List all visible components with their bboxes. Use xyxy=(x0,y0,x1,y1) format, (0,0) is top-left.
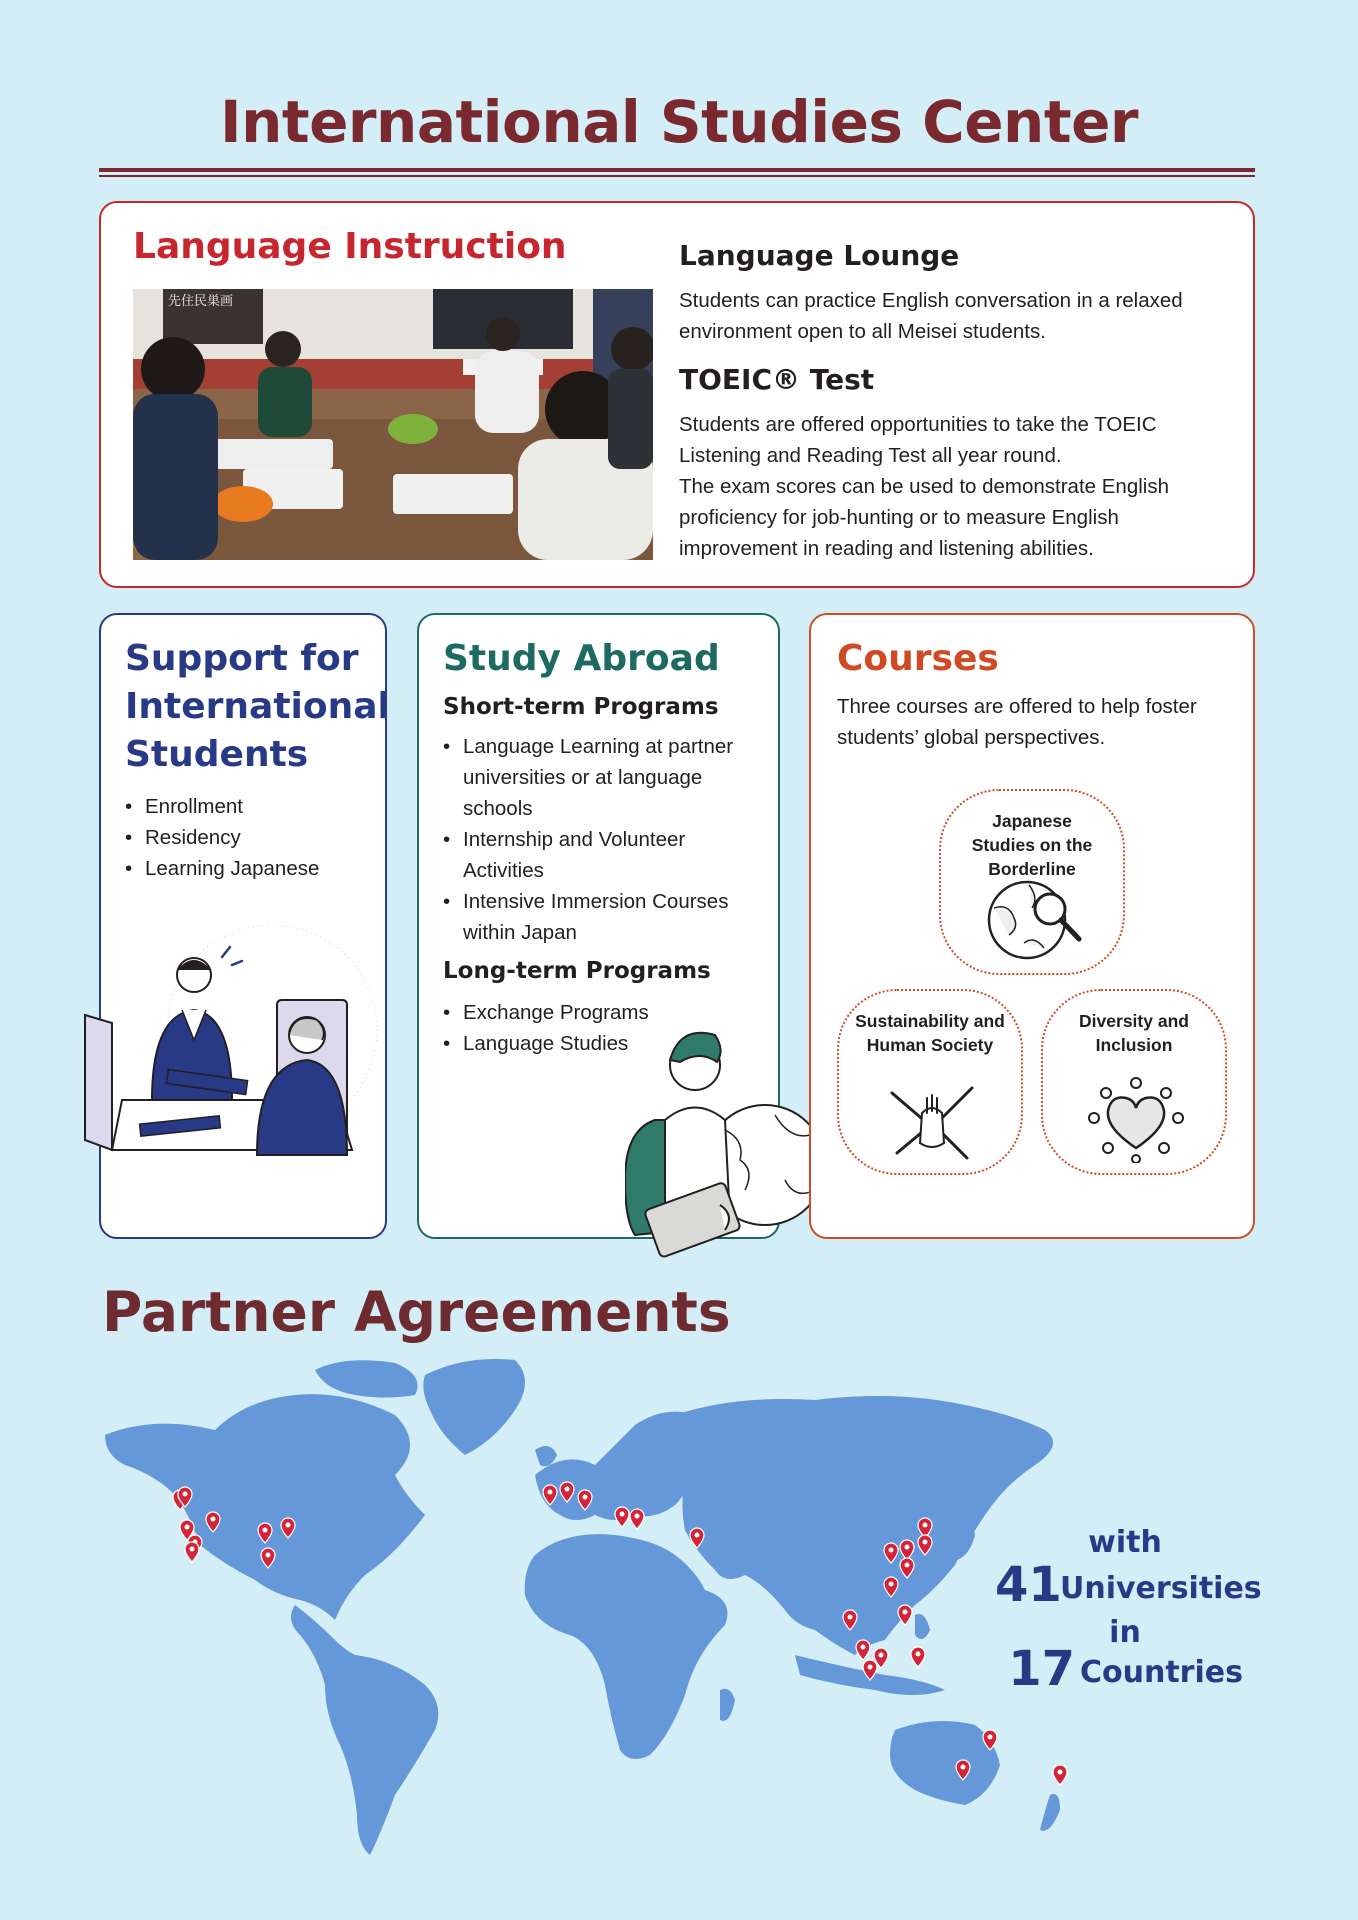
course-label: Japanese Studies on the Borderline xyxy=(971,811,1093,879)
location-pin-icon xyxy=(690,1528,704,1548)
location-pin-icon xyxy=(258,1523,272,1543)
location-pin-icon xyxy=(185,1542,199,1562)
partners-universities-count: 41 xyxy=(995,1557,1062,1613)
joined-hands-icon xyxy=(882,1073,982,1163)
location-pin-icon xyxy=(543,1485,557,1505)
location-pin-icon xyxy=(956,1760,970,1780)
language-instruction-heading: Language Instruction xyxy=(133,226,567,267)
photo-sign-text: 先住民巣画 xyxy=(168,294,234,309)
support-list xyxy=(125,791,375,884)
courses-intro: Three courses are offered to help foster students’ global perspectives. xyxy=(837,695,1197,749)
list-item: • Residency xyxy=(125,822,375,853)
location-pin-icon xyxy=(615,1507,629,1527)
classroom-photo xyxy=(133,289,653,560)
partners-in: in xyxy=(1109,1615,1141,1650)
location-pin-icon xyxy=(261,1548,275,1568)
study-abroad-heading: Study Abroad xyxy=(443,638,720,679)
toeic-text-2: The exam scores can be used to demonstrate English proficiency for job-hunting or to measure English improvement in reading and listening abilities. xyxy=(679,475,1169,560)
page-title: International Studies Center xyxy=(219,88,1139,156)
location-pin-icon xyxy=(856,1640,870,1660)
location-pin-icon xyxy=(918,1535,932,1555)
title-rule-top xyxy=(99,168,1255,172)
location-pin-icon xyxy=(560,1482,574,1502)
list-item: • Language Learning at partner universities or at language schools xyxy=(443,731,769,824)
list-item: • Learning Japanese xyxy=(125,853,375,884)
partners-countries-label: Countries xyxy=(1080,1655,1243,1690)
long-term-heading: Long-term Programs xyxy=(443,958,711,984)
course-sustainability xyxy=(837,989,1023,1175)
course-japanese-studies xyxy=(939,789,1125,975)
list-item: • Internship and Volunteer Activities xyxy=(443,824,769,886)
location-pin-icon xyxy=(884,1543,898,1563)
course-label: Diversity and Inclusion xyxy=(1079,1011,1189,1055)
language-instruction-card xyxy=(99,201,1255,588)
location-pin-icon xyxy=(630,1509,644,1529)
partners-with: with xyxy=(1088,1525,1162,1560)
course-diversity xyxy=(1041,989,1227,1175)
partner-agreements-heading: Partner Agreements xyxy=(102,1280,731,1344)
list-item: • Enrollment xyxy=(125,791,375,822)
list-item: • Language Studies xyxy=(443,1028,743,1059)
globe-magnifier-icon xyxy=(984,873,1084,963)
toeic-text xyxy=(679,409,1239,564)
location-pin-icon xyxy=(911,1647,925,1667)
student-globe-illustration xyxy=(625,1020,820,1270)
toeic-text-1: Students are offered opportunities to take the TOEIC Listening and Reading Test all year round. xyxy=(679,413,1157,467)
location-pin-icon xyxy=(281,1518,295,1538)
location-pin-icon xyxy=(900,1540,914,1560)
consultation-illustration xyxy=(82,925,402,1170)
short-term-heading: Short-term Programs xyxy=(443,694,719,720)
courses-card xyxy=(809,613,1255,1239)
location-pin-icon xyxy=(983,1730,997,1750)
heart-people-icon xyxy=(1086,1073,1186,1163)
toeic-heading: TOEIC® Test xyxy=(679,363,875,396)
location-pin-icon xyxy=(898,1605,912,1625)
support-heading: Support for International Students xyxy=(125,638,390,775)
location-pin-icon xyxy=(1053,1765,1067,1785)
map-pins xyxy=(95,1355,1105,1865)
location-pin-icon xyxy=(863,1660,877,1680)
list-item: • Intensive Immersion Courses within Japan xyxy=(443,886,769,948)
list-item: • Exchange Programs xyxy=(443,997,743,1028)
language-lounge-heading: Language Lounge xyxy=(679,239,960,272)
language-lounge-text: Students can practice English conversation in a relaxed environment open to all Meisei students. xyxy=(679,289,1183,343)
location-pin-icon xyxy=(884,1577,898,1597)
title-rule-bottom xyxy=(99,175,1255,177)
location-pin-icon xyxy=(206,1512,220,1532)
partners-countries-count: 17 xyxy=(1008,1641,1075,1697)
courses-heading: Courses xyxy=(837,638,999,679)
location-pin-icon xyxy=(843,1610,857,1630)
location-pin-icon xyxy=(900,1558,914,1578)
course-label: Sustainability and Human Society xyxy=(855,1011,1005,1055)
location-pin-icon xyxy=(578,1490,592,1510)
partners-universities-label: Universities xyxy=(1060,1571,1262,1606)
short-term-list xyxy=(443,731,769,948)
